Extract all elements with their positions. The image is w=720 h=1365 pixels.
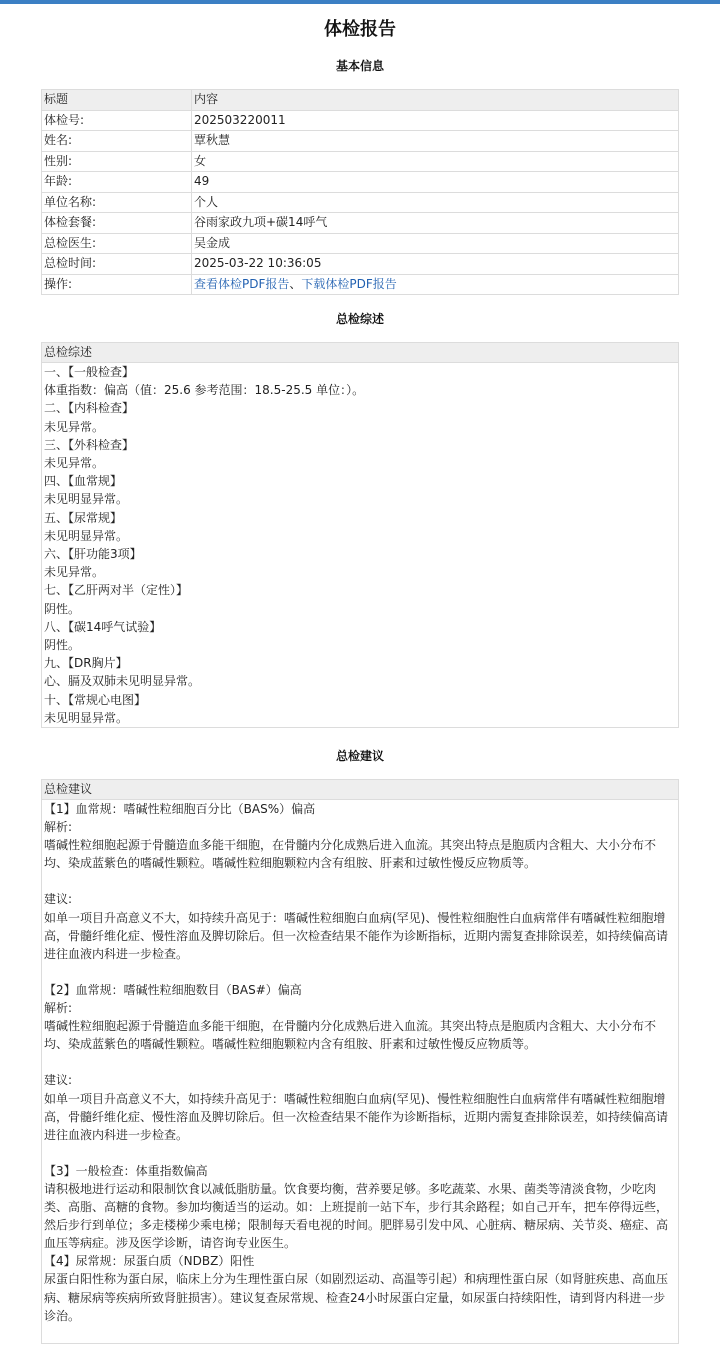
row-key: 单位名称: bbox=[42, 192, 192, 213]
advice-heading: 【2】血常规：嗜碱性粒细胞数目（BAS#）偏高 bbox=[44, 982, 302, 997]
summary-content bbox=[42, 363, 678, 727]
summary-line: 阴性。 bbox=[44, 601, 81, 616]
row-key: 总检医生: bbox=[42, 233, 192, 254]
row-value: 个人 bbox=[192, 192, 679, 213]
download-pdf-link[interactable]: 下载体检PDF报告 bbox=[301, 276, 397, 291]
advice-spacer bbox=[44, 1325, 677, 1343]
advice-suggest-label: 建议: bbox=[44, 892, 73, 907]
row-value: 女 bbox=[192, 151, 679, 172]
summary-line: 四、【血常规】 bbox=[44, 474, 123, 489]
summary-line: 二、【内科检查】 bbox=[44, 401, 135, 416]
summary-header: 总检综述 bbox=[42, 343, 678, 363]
row-value: 谷雨家政九项+碳14呼气 bbox=[192, 213, 679, 234]
row-company bbox=[42, 192, 679, 213]
advice-text: 尿蛋白阳性称为蛋白尿，临床上分为生理性蛋白尿（如剧烈运动、高温等引起）和病理性蛋白尿（如肾脏疾患、高血压病、糖尿病等疾病所致肾脏损害）。建议复查尿常规、检查24小时尿蛋白定量，如尿蛋白持续阳性，请到肾内科进一步诊治。 bbox=[44, 1272, 669, 1323]
summary-line: 未见明显异常。 bbox=[44, 528, 129, 543]
summary-line: 心、膈及双肺未见明显异常。 bbox=[44, 674, 201, 689]
row-value: 吴金成 bbox=[192, 233, 679, 254]
row-key: 体检号: bbox=[42, 110, 192, 131]
row-key: 体检套餐: bbox=[42, 213, 192, 234]
summary-line: 未见异常。 bbox=[44, 419, 105, 434]
row-value: 2025-03-22 10:36:05 bbox=[192, 254, 679, 275]
summary-line: 一、【一般检查】 bbox=[44, 365, 135, 379]
advice-title: 总检建议 bbox=[335, 749, 384, 763]
advice-analysis-text: 嗜碱性粒细胞起源于骨髓造血多能干细胞，在骨髓内分化成熟后进入血流。其突出特点是胞质内含粗大、大小分布不均、染成蓝紫色的嗜碱性颗粒。嗜碱性粒细胞颗粒内含有组胺、肝素和过敏性慢反应物质等。 bbox=[44, 1019, 657, 1052]
summary-line: 三、【外科检查】 bbox=[44, 437, 135, 452]
advice-suggest-text: 如单一项目升高意义不大，如持续升高见于：嗜碱性粒细胞白血病(罕见)、慢性粒细胞性白血病常伴有嗜碱性粒细胞增高，骨髓纤维化症、慢性溶血及脾切除后。但一次检查结果不能作为诊断指标，近期内需复查排除误差，如持续偏高请进往血液内科进一步检查。 bbox=[44, 910, 669, 961]
row-value: 覃秋慧 bbox=[192, 131, 679, 152]
row-key: 姓名: bbox=[42, 131, 192, 152]
summary-line: 未见明显异常。 bbox=[44, 492, 129, 507]
advice-analysis-label: 解析: bbox=[44, 1001, 73, 1016]
advice-spacer bbox=[44, 963, 677, 981]
summary-line: 十、【常规心电图】 bbox=[44, 692, 147, 707]
advice-suggest-text: 如单一项目升高意义不大，如持续升高见于：嗜碱性粒细胞白血病(罕见)、慢性粒细胞性白血病常伴有嗜碱性粒细胞增高，骨髓纤维化症、慢性溶血及脾切除后。但一次检查结果不能作为诊断指标，近期内需复查排除误差，如持续偏高请进往血液内科进一步检查。 bbox=[44, 1091, 669, 1142]
advice-analysis-text: 嗜碱性粒细胞起源于骨髓造血多能干细胞，在骨髓内分化成熟后进入血流。其突出特点是胞质内含粗大、大小分布不均、染成蓝紫色的嗜碱性颗粒。嗜碱性粒细胞颗粒内含有组胺、肝素和过敏性慢反应物质等。 bbox=[44, 838, 657, 871]
row-key: 年龄: bbox=[42, 172, 192, 193]
advice-heading: 【3】一般检查：体重指数偏高 bbox=[44, 1163, 208, 1178]
summary-line: 七、【乙肝两对半（定性）】 bbox=[44, 583, 189, 598]
advice-heading: 【1】血常规：嗜碱性粒细胞百分比（BAS%）偏高 bbox=[44, 802, 316, 816]
advice-spacer bbox=[44, 872, 677, 890]
row-value: 49 bbox=[192, 172, 679, 193]
advice-box bbox=[41, 779, 679, 1344]
summary-line: 体重指数：偏高（值：25.6 参考范围：18.5-25.5 单位：）。 bbox=[44, 383, 365, 398]
advice-suggest-label: 建议: bbox=[44, 1073, 73, 1088]
advice-spacer bbox=[44, 1053, 677, 1071]
row-doctor bbox=[42, 233, 679, 254]
link-separator: 、 bbox=[289, 276, 302, 291]
header-value-cell: 内容 bbox=[192, 90, 679, 111]
row-package bbox=[42, 213, 679, 234]
advice-heading: 【4】尿常规：尿蛋白质（NDBZ）阳性 bbox=[44, 1254, 255, 1269]
view-pdf-link[interactable]: 查看体检PDF报告 bbox=[194, 276, 290, 291]
row-gender bbox=[42, 151, 679, 172]
top-accent-bar bbox=[0, 0, 720, 4]
row-key: 总检时间: bbox=[42, 254, 192, 275]
basic-info-title: 基本信息 bbox=[335, 59, 384, 73]
advice-content bbox=[42, 800, 678, 1343]
row-actions bbox=[42, 274, 679, 295]
advice-analysis-label: 解析: bbox=[44, 820, 73, 835]
basic-info-table bbox=[41, 89, 679, 295]
summary-title: 总检综述 bbox=[335, 312, 384, 326]
summary-box bbox=[41, 342, 679, 728]
basic-info-header-row bbox=[42, 90, 679, 111]
advice-spacer bbox=[44, 1144, 677, 1162]
row-exam-time bbox=[42, 254, 679, 275]
summary-line: 五、【尿常规】 bbox=[44, 510, 123, 525]
row-key: 操作: bbox=[42, 274, 192, 295]
row-age bbox=[42, 172, 679, 193]
summary-line: 八、【碳14呼气试验】 bbox=[44, 619, 162, 634]
summary-line: 未见明显异常。 bbox=[44, 710, 129, 725]
row-exam-number bbox=[42, 110, 679, 131]
summary-line: 阴性。 bbox=[44, 638, 81, 653]
row-value bbox=[192, 274, 679, 295]
summary-line: 九、【DR胸片】 bbox=[44, 656, 128, 671]
row-value: 202503220011 bbox=[192, 110, 679, 131]
summary-line: 未见异常。 bbox=[44, 565, 105, 580]
advice-text: 请积极地进行运动和限制饮食以减低脂肪量。饮食要均衡，营养要足够。多吃蔬菜、水果、菌类等清淡食物，少吃肉类、高脂、高糖的食物。参加均衡适当的运动。如：上班提前一站下车，步行其余路程；如自己开车，把车停得远些，然后步行到单位；多走楼梯少乘电梯；限制每天看电视的时间。肥胖易引发中风、心脏病、糖尿病、关节炎、癌症、高血压等病症。涉及医学诊断，请咨询专业医生。 bbox=[44, 1181, 669, 1251]
row-key: 性别: bbox=[42, 151, 192, 172]
summary-line: 六、【肝功能3项】 bbox=[44, 547, 142, 562]
header-key-cell: 标题 bbox=[42, 90, 192, 111]
page-title: 体检报告 bbox=[324, 19, 396, 40]
advice-header: 总检建议 bbox=[42, 780, 678, 800]
row-name bbox=[42, 131, 679, 152]
summary-line: 未见异常。 bbox=[44, 456, 105, 471]
